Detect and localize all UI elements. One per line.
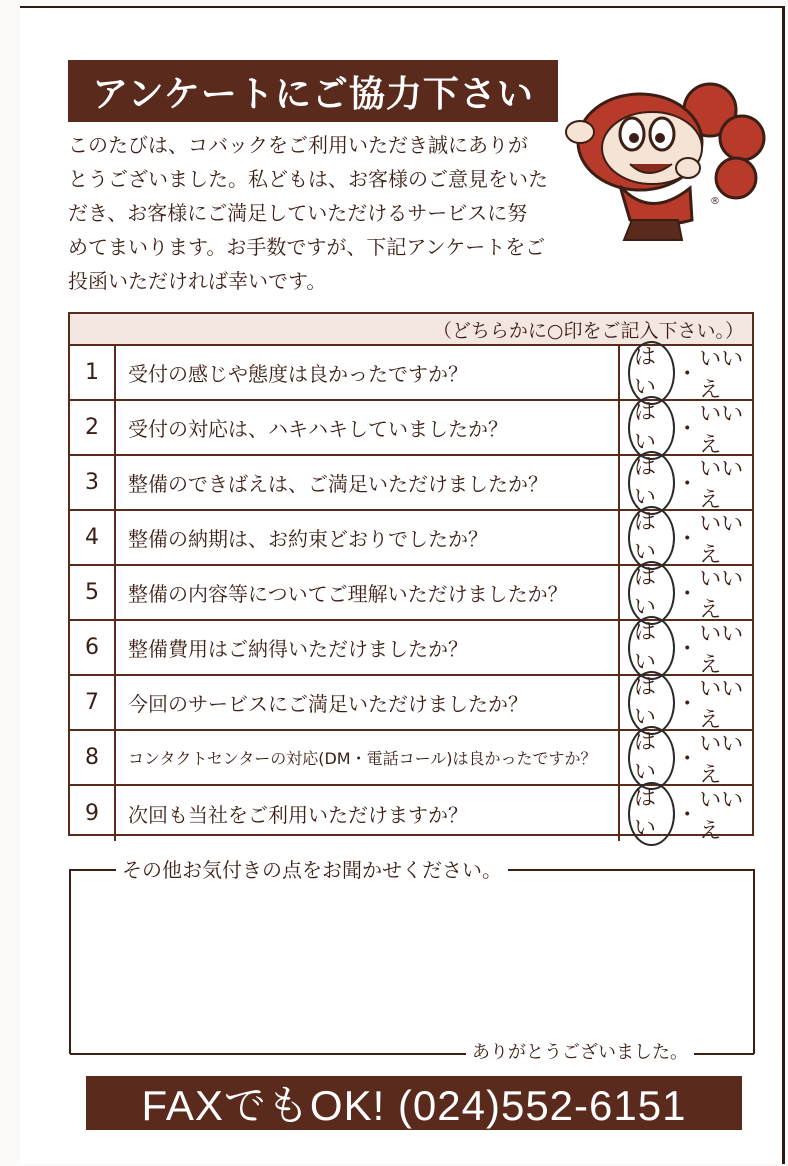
page-title: アンケートにご協力下さい	[68, 60, 558, 122]
yes-option-circled[interactable]: はい	[628, 341, 675, 405]
option-separator: ・	[676, 362, 699, 387]
option-separator: ・	[676, 747, 699, 772]
question-number: 4	[70, 511, 116, 564]
answer-options	[618, 344, 752, 403]
no-option[interactable]: いいえ	[699, 676, 744, 733]
question-number: 5	[70, 566, 116, 619]
answer-options	[618, 785, 752, 844]
intro-line: とうございました。私どもは、お客様のご意見をいた	[68, 167, 548, 191]
no-option[interactable]: いいえ	[699, 787, 744, 844]
question-text: 整備の納期は、お約束どおりでしたか？	[128, 527, 488, 551]
option-separator: ・	[676, 417, 699, 442]
thanks-text: ありがとうございました。	[466, 1038, 694, 1064]
intro-line: だき、お客様にご満足していただけるサービスに努	[68, 201, 528, 225]
question-text: 今回のサービスにご満足いただけましたか？	[128, 692, 528, 716]
answer-options	[618, 564, 752, 623]
no-option[interactable]: いいえ	[699, 511, 744, 568]
yes-option-circled[interactable]: はい	[628, 451, 675, 515]
no-option[interactable]: いいえ	[699, 456, 744, 513]
answer-options	[618, 619, 752, 678]
survey-row	[70, 676, 752, 731]
no-option[interactable]: いいえ	[699, 346, 744, 403]
yes-option-circled[interactable]: はい	[628, 561, 675, 625]
survey-row	[70, 566, 752, 621]
question-number: 7	[70, 676, 116, 729]
survey-row	[70, 785, 752, 844]
intro-line: 投函いただければ幸いです。	[68, 269, 327, 293]
no-option[interactable]: いいえ	[699, 566, 744, 623]
question-text: 整備の内容等についてご理解いただけましたか？	[128, 582, 568, 606]
intro-line: めてまいります。お手数ですが、下記アンケートをご	[68, 235, 546, 259]
question-number: 1	[70, 346, 116, 399]
comments-box	[68, 858, 756, 1063]
no-option[interactable]: いいえ	[699, 401, 744, 458]
answer-options	[618, 399, 752, 458]
intro-text	[68, 128, 568, 298]
answer-options	[618, 674, 752, 733]
question-number: 6	[70, 621, 116, 674]
question-text: 受付の対応は、ハキハキしていましたか？	[128, 417, 508, 441]
answer-options	[618, 509, 752, 568]
survey-instruction: （どちらかに○印をご記入下さい。）	[70, 314, 752, 346]
survey-row	[70, 511, 752, 566]
question-text: 整備費用はご納得いただけましたか？	[128, 637, 468, 661]
survey-row	[70, 621, 752, 676]
comments-frame	[68, 868, 756, 1056]
fax-banner: FAXでもOK! (024)552-6151	[86, 1076, 742, 1130]
svg-text:®: ®	[710, 196, 720, 207]
survey-row	[70, 401, 752, 456]
no-option[interactable]: いいえ	[699, 621, 744, 678]
question-text: 整備のできばえは、ご満足いただけましたか？	[128, 472, 548, 496]
question-text: コンタクトセンターの対応(DM・電話コール)は良かったですか？	[128, 749, 597, 768]
question-number: 2	[70, 401, 116, 454]
question-number: 8	[70, 731, 116, 784]
question-number: 3	[70, 456, 116, 509]
answer-options	[618, 454, 752, 513]
option-separator: ・	[676, 472, 699, 497]
survey-row	[70, 346, 752, 401]
comments-title: その他お気付きの点をお聞かせください。	[116, 854, 508, 883]
question-text: 次回も当社をご利用いただけますか？	[128, 803, 468, 827]
question-text: 受付の感じや態度は良かったですか？	[128, 362, 468, 386]
question-number: 9	[70, 786, 116, 841]
option-separator: ・	[676, 527, 699, 552]
survey-table	[68, 312, 754, 844]
yes-option-circled[interactable]: はい	[628, 616, 675, 680]
option-separator: ・	[676, 692, 699, 717]
yes-option-circled[interactable]: はい	[628, 506, 675, 570]
answer-options	[618, 729, 752, 788]
option-separator: ・	[676, 637, 699, 662]
option-separator: ・	[676, 582, 699, 607]
yes-option-circled[interactable]: はい	[628, 782, 675, 846]
survey-row	[70, 456, 752, 511]
yes-option-circled[interactable]: はい	[628, 396, 675, 460]
mascot-illustration	[560, 70, 770, 250]
intro-line: このたびは、コバックをご利用いただき誠にありが	[68, 133, 528, 157]
survey-row	[70, 731, 752, 786]
no-option[interactable]: いいえ	[699, 731, 744, 788]
yes-option-circled[interactable]: はい	[628, 671, 675, 735]
option-separator: ・	[676, 803, 699, 828]
yes-option-circled[interactable]: はい	[628, 726, 675, 790]
